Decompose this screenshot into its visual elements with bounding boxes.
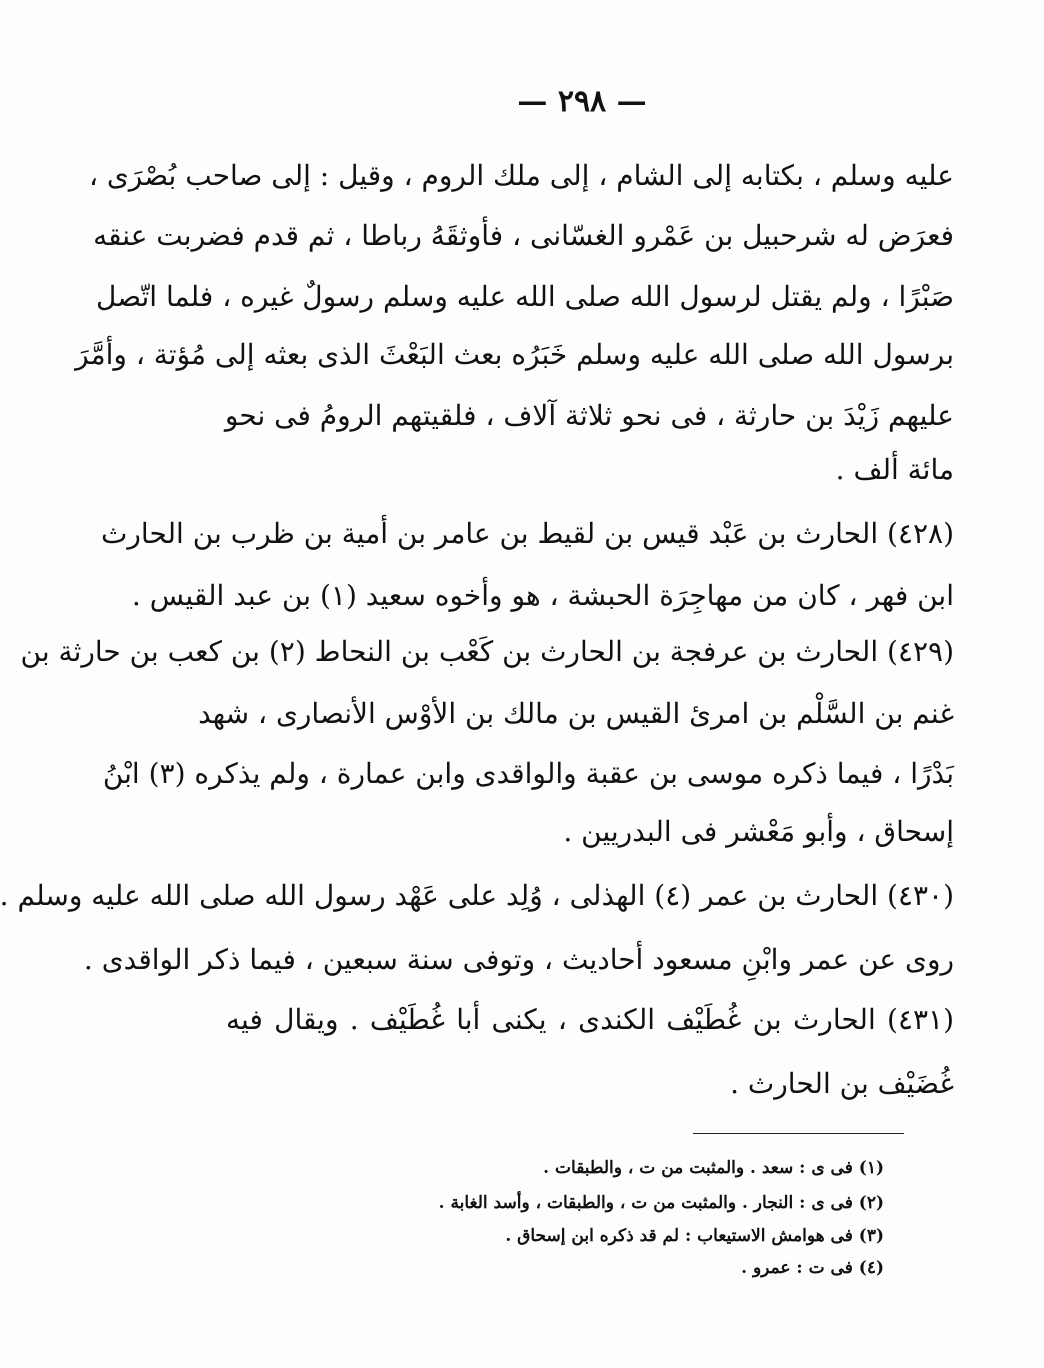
entry-429-line: (٤٢٩) الحارث بن عرفجة بن الحارث بن كَعْب بن النحاط (٢) بن كعب بن حارثة بن bbox=[20, 635, 954, 668]
body-line: صَبْرًا ، ولم يقتل لرسول الله صلى الله عليه وسلم رسولٌ غيره ، فلما اتّصل bbox=[95, 280, 954, 313]
entry-428-line: ابن فهر ، كان من مهاجِرَة الحبشة ، هو وأخوه سعيد (١) بن عبد القيس . bbox=[131, 579, 954, 612]
footnote: (٣) فى هوامش الاستيعاب : لم قد ذكره ابن إسحاق . bbox=[505, 1226, 884, 1246]
entry-429-line: إسحاق ، وأبو مَعْشر فى البدريين . bbox=[563, 815, 954, 848]
footnote: (١) فى ى : سعد . والمثبت من ت ، والطبقات . bbox=[543, 1158, 884, 1178]
entry-429-line: بَدْرًا ، فيما ذكره موسى بن عقبة والواقدى وابن عمارة ، ولم يذكره (٣) ابْنُ bbox=[102, 757, 954, 790]
entry-429-line: غنم بن السَّلْم بن امرئ القيس بن مالك بن الأوْس الأنصارى ، شهد bbox=[198, 697, 954, 730]
body-line: برسول الله صلى الله عليه وسلم خَبَرُه بعث البَعْثَ الذى بعثه إلى مُؤتة ، وأمَّرَ bbox=[75, 338, 954, 371]
entry-428-line: (٤٢٨) الحارث بن عَبْد قيس بن لقيط بن عامر بن أمية بن ظرب بن الحارث bbox=[101, 517, 954, 550]
body-line: عليه وسلم ، بكتابه إلى الشام ، إلى ملك الروم ، وقيل : إلى صاحب بُصْرَى ، bbox=[88, 159, 954, 192]
footnote: (٢) فى ى : النجار . والمثبت من ت ، والطبقات ، وأسد الغابة . bbox=[438, 1193, 884, 1213]
footnote: (٤) فى ت : عمرو . bbox=[741, 1258, 884, 1278]
entry-430-line: روى عن عمر وابْنِ مسعود أحاديث ، وتوفى سنة سبعين ، فيما ذكر الواقدى . bbox=[83, 943, 954, 976]
body-line: مائة ألف . bbox=[835, 453, 954, 486]
body-line: عليهم زَيْدَ بن حارثة ، فى نحو ثلاثة آلاف ، فلقيتهم الرومُ فى نحو bbox=[224, 399, 954, 432]
entry-431-line: غُضَيْف بن الحارث . bbox=[730, 1067, 954, 1100]
footnote-divider bbox=[693, 1133, 904, 1134]
entry-431-line: (٤٣١) الحارث بن غُطَيْف الكندى ، يكنى أبا غُطَيْف . ويقال فيه bbox=[226, 1003, 954, 1036]
page-number: — ٢٩٨ — bbox=[517, 84, 647, 119]
entry-430-line: (٤٣٠) الحارث بن عمر (٤) الهذلى ، وُلِد على عَهْد رسول الله صلى الله عليه وسلم . bbox=[0, 879, 954, 912]
body-line: فعرَض له شرحبيل بن عَمْرو الغسّانى ، فأوثقَهُ رباطا ، ثم قدم فضربت عنقه bbox=[93, 219, 954, 252]
